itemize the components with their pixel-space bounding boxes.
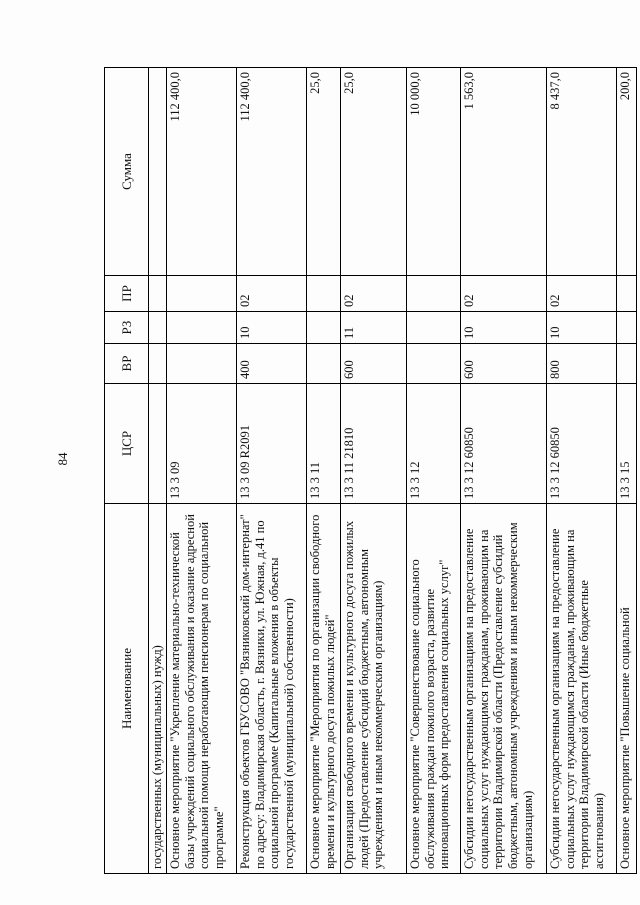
table-row bbox=[546, 68, 616, 874]
cell-vr: 600 bbox=[460, 344, 546, 384]
cell-rz bbox=[406, 312, 460, 344]
budget-table bbox=[104, 67, 637, 874]
cell-rz bbox=[149, 312, 167, 344]
column-header-rz: РЗ bbox=[105, 312, 149, 344]
cell-pr bbox=[616, 276, 636, 312]
cell-vr bbox=[149, 344, 167, 384]
cell-sum: 112 400,0 bbox=[236, 68, 306, 276]
cell-csr: 13 3 09 R2091 bbox=[236, 384, 306, 504]
table-row bbox=[406, 68, 460, 874]
page-number: 84 bbox=[55, 452, 70, 466]
cell-csr: 13 3 12 bbox=[406, 384, 460, 504]
cell-rz: 11 bbox=[340, 312, 406, 344]
table-row bbox=[340, 68, 406, 874]
cell-rz bbox=[306, 312, 340, 344]
cell-pr bbox=[166, 276, 236, 312]
table-row bbox=[236, 68, 306, 874]
cell-sum: 112 400,0 bbox=[166, 68, 236, 276]
cell-csr: 13 3 11 21810 bbox=[340, 384, 406, 504]
cell-rz bbox=[616, 312, 636, 344]
cell-vr: 400 bbox=[236, 344, 306, 384]
cell-sum: 200,0 bbox=[616, 68, 636, 276]
cell-sum: 8 437,0 bbox=[546, 68, 616, 276]
cell-sum: 25,0 bbox=[340, 68, 406, 276]
table-row bbox=[149, 68, 167, 874]
cell-csr bbox=[149, 384, 167, 504]
table-row bbox=[306, 68, 340, 874]
cell-vr bbox=[406, 344, 460, 384]
table-header-row bbox=[105, 68, 149, 874]
cell-sum: 10 000,0 bbox=[406, 68, 460, 276]
cell-csr: 13 3 12 60850 bbox=[460, 384, 546, 504]
cell-pr: 02 bbox=[460, 276, 546, 312]
column-header-sum: Сумма bbox=[105, 68, 149, 276]
cell-vr bbox=[166, 344, 236, 384]
table-row bbox=[460, 68, 546, 874]
cell-pr bbox=[406, 276, 460, 312]
column-header-csr: ЦСР bbox=[105, 384, 149, 504]
cell-csr: 13 3 09 bbox=[166, 384, 236, 504]
cell-vr bbox=[616, 344, 636, 384]
cell-rz bbox=[166, 312, 236, 344]
cell-pr: 02 bbox=[236, 276, 306, 312]
cell-sum: 25,0 bbox=[306, 68, 340, 276]
table-row bbox=[166, 68, 236, 874]
cell-name: Субсидии негосударственным организациям на предоставление социальных услуг нуждающимся гражданам, проживающим на территории Владимирской области (Иные бюджетные ассигнования) bbox=[546, 504, 616, 874]
cell-rz: 10 bbox=[236, 312, 306, 344]
cell-name: Основное мероприятие "Укрепление материально-технической базы учреждений социального обслуживания и оказание адресной социальной помощи неработающим пенсионерам по социальной программе" bbox=[166, 504, 236, 874]
cell-csr: 13 3 12 60850 bbox=[546, 384, 616, 504]
column-header-name: Наименование bbox=[105, 504, 149, 874]
cell-name: Основное мероприятие "Мероприятия по организации свободного времени и культурного досуга пожилых людей" bbox=[306, 504, 340, 874]
cell-csr: 13 3 15 bbox=[616, 384, 636, 504]
cell-pr: 02 bbox=[340, 276, 406, 312]
cell-name: Основное мероприятие "Совершенствование социального обслуживания граждан пожилого возраста, развитие инновационных форм предоставления социальных услуг" bbox=[406, 504, 460, 874]
cell-name: Субсидии негосударственным организациям на предоставление социальных услуг нуждающимся гражданам, проживающим на территории Владимирской области (Предоставление субсидий бюджетным, автономным учреждениям и иным некоммерческим организациям) bbox=[460, 504, 546, 874]
cell-name: Основное мероприятие "Повышение социальной bbox=[616, 504, 636, 874]
cell-name: Организация свободного времени и культурного досуга пожилых людей (Предоставление субсидий бюджетным, автономным учреждениям и иным некоммерческим организациям) bbox=[340, 504, 406, 874]
cell-csr: 13 3 11 bbox=[306, 384, 340, 504]
budget-table-rotated bbox=[104, 68, 632, 874]
cell-pr: 02 bbox=[546, 276, 616, 312]
cell-name: государственных (муниципальных) нужд) bbox=[149, 504, 167, 874]
cell-vr: 600 bbox=[340, 344, 406, 384]
cell-sum bbox=[149, 68, 167, 276]
cell-rz: 10 bbox=[460, 312, 546, 344]
column-header-pr: ПР bbox=[105, 276, 149, 312]
cell-sum: 1 563,0 bbox=[460, 68, 546, 276]
column-header-vr: ВР bbox=[105, 344, 149, 384]
cell-rz: 10 bbox=[546, 312, 616, 344]
cell-vr bbox=[306, 344, 340, 384]
cell-name: Реконструкция объектов ГБУСОВО "Вязниковский дом-интернат" по адресу: Владимирская область, г. Вязники, ул. Южная, д.41 по социальной программе (Капитальные вложения в объекты государственной (муниципальной) собственности) bbox=[236, 504, 306, 874]
cell-vr: 800 bbox=[546, 344, 616, 384]
cell-pr bbox=[149, 276, 167, 312]
cell-pr bbox=[306, 276, 340, 312]
table-row bbox=[616, 68, 636, 874]
